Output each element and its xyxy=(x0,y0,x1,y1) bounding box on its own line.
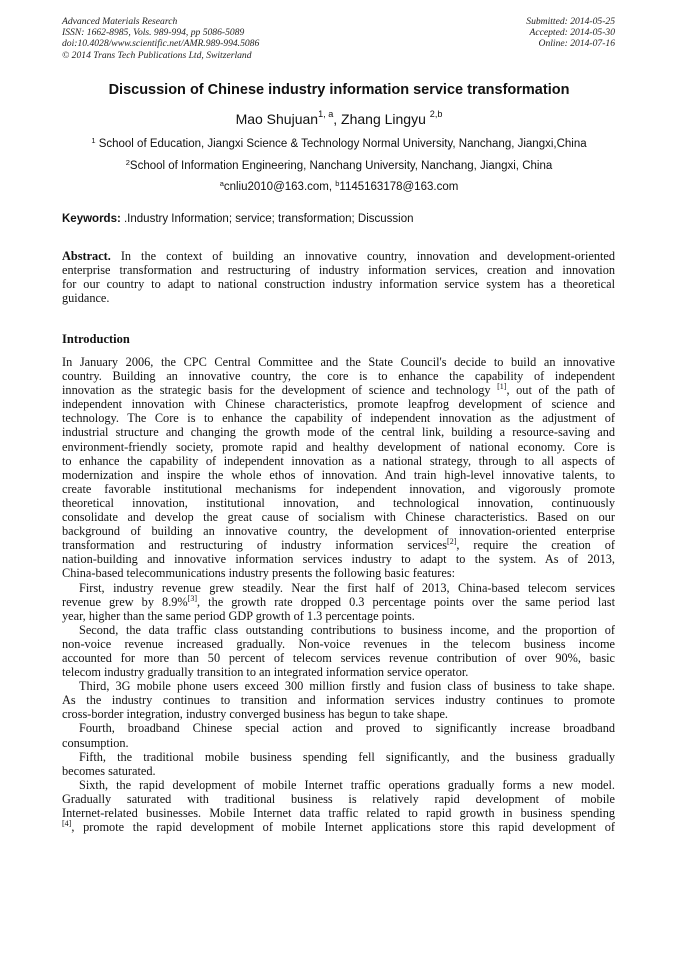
body-line: In January 2006, the CPC Central Committee and the State Council's decide to build an innovative xyxy=(62,355,615,369)
body-line: background of building an innovative country, the development of innovation-oriented enterprise xyxy=(62,524,615,539)
body-line: Gradually saturated with traditional business is relatively rapid development of mobile xyxy=(62,791,615,806)
keywords-text: .Industry Information; service; transformation; Discussion xyxy=(120,213,414,225)
author-line xyxy=(0,111,678,127)
body-line: Fourth, broadband Chinese special action and proved to significantly increase broadband xyxy=(79,721,615,736)
author-separator: , xyxy=(333,111,342,127)
author-2: Zhang Lingyu xyxy=(341,111,430,127)
body-line: technology. The Core is to enhance the capability of independent innovation as the adjustment of xyxy=(62,411,615,426)
body-line: nation-building and innovative information services industry to adapt to the system. As of 2013, xyxy=(62,552,615,567)
doi-line: doi:10.4028/www.scientific.net/AMR.989-994.5086 xyxy=(62,38,260,50)
body-line: [4], promote the rapid development of mobile Internet applications store this rapid development of xyxy=(62,819,615,835)
online-date: Online: 2014-07-16 xyxy=(538,38,615,50)
journal-name: Advanced Materials Research xyxy=(62,16,178,27)
introduction-body xyxy=(62,355,615,834)
body-line: non-voice revenue increased gradually. Non-voice revenues in the telecom business income xyxy=(62,636,615,651)
author-1-affil: 1, a xyxy=(318,109,334,119)
abstract-line: guidance. xyxy=(62,291,110,306)
body-line: independent innovation with Chinese characteristics, promote leapfrog development of science and xyxy=(62,397,615,412)
affiliation-2 xyxy=(0,160,678,172)
body-line: Third, 3G mobile phone users exceed 300 million firstly and fusion class of business to take shape. xyxy=(79,679,615,694)
body-line: innovation as the strategic basis for the development of science and technology [1], out of the path of xyxy=(62,382,615,398)
body-line: Internet-related businesses. Mobile Internet data traffic related to rapid growth in business spending xyxy=(62,806,615,820)
body-line: telecom industry gradually transition to an integrated information service operator. xyxy=(62,665,469,680)
citation-2: [2] xyxy=(447,537,457,547)
email-b: 1145163178@163.com xyxy=(339,181,459,193)
body-line: theoretical innovation, institutional innovation, and technological innovation, continuously xyxy=(62,495,615,510)
body-line: year, higher than the same period GDP growth of 1.3 percentage points. xyxy=(62,608,415,623)
keywords-label: Keywords: xyxy=(62,213,121,225)
body-line: Sixth, the rapid development of mobile Internet traffic operations gradually forms a new model. xyxy=(79,777,615,792)
body-line: First, industry revenue grew steadily. Near the first half of 2013, China-based telecom services xyxy=(79,580,615,595)
body-line: accounted for more than 50 percent of telecom services revenue contribution of over 90%, basic xyxy=(62,650,615,665)
submitted-date: Submitted: 2014-05-25 xyxy=(526,16,615,27)
affiliation-1 xyxy=(0,138,678,150)
body-line: consolidate and develop the great cause of socialism with Chinese characteristics. Based on our xyxy=(62,510,615,525)
body-line: revenue grew by 8.9%[3], the growth rate dropped 0.3 percentage points over the same period last xyxy=(62,593,615,609)
header-left xyxy=(62,16,259,61)
citation-1: [1] xyxy=(497,382,507,392)
body-line: cross-border integration, industry converged business has begun to take shape. xyxy=(62,707,449,722)
copyright-line: © 2014 Trans Tech Publications Ltd, Switzerland xyxy=(62,49,252,61)
abstract xyxy=(62,249,615,305)
accepted-date: Accepted: 2014-05-30 xyxy=(529,27,615,39)
keywords xyxy=(62,213,414,225)
body-line: consumption. xyxy=(62,735,129,750)
email-line xyxy=(0,181,678,193)
body-line: Fifth, the traditional mobile business spending fell significantly, and the business gradually xyxy=(79,749,615,764)
paper-title: Discussion of Chinese industry information service transformation xyxy=(108,82,570,98)
body-line: transformation and restructuring of industry information services[2], require the creation of xyxy=(62,537,616,553)
email-a: cnliu2010@163.com, xyxy=(223,181,336,193)
body-line: As the industry continues to transition and information services industry continues to promote xyxy=(62,693,615,708)
body-line: to enhance the capability of independent innovation as a national strategy, through to all aspects of xyxy=(62,453,615,468)
issn-line: ISSN: 1662-8985, Vols. 989-994, pp 5086-5089 xyxy=(62,27,245,39)
body-line: country. Building an innovative country, the core is to enhance the capability of independent xyxy=(62,369,615,384)
citation-4: [4] xyxy=(62,819,72,829)
body-line: China-based telecommunications industry presents the following basic features: xyxy=(62,566,456,581)
author-1: Mao Shujuan xyxy=(235,111,319,127)
email-a-mark: a xyxy=(219,179,224,188)
abstract-label: Abstract. xyxy=(62,249,111,263)
body-line: becomes saturated. xyxy=(62,763,156,778)
body-line: environment-friendly society, promote rapid and healthy development of national economy. Core is xyxy=(62,439,615,454)
author-2-affil: 2,b xyxy=(429,109,443,119)
affiliation-1-text: School of Education, Jiangxi Science & Technology Normal University, Nanchang, Jiangxi,China xyxy=(95,138,587,150)
abstract-line: for our country to adapt to national construction industry information service system has a theoretical xyxy=(62,277,615,292)
section-heading-introduction: Introduction xyxy=(62,332,130,346)
affiliation-2-text: School of Information Engineering, Nanchang University, Nanchang, Jiangxi, China xyxy=(129,160,553,172)
body-line: Second, the data traffic class outstanding contributions to business income, and the proportion of xyxy=(79,622,615,637)
affiliation-1-mark: 1 xyxy=(91,136,96,145)
abstract-line: enterprise transformation and restructuring of industry information services, creation and innovation xyxy=(62,263,615,278)
affiliation-2-mark: 2 xyxy=(125,158,130,167)
body-line: create favorable institutional mechanisms for independent innovation, and vigorously promote xyxy=(62,481,615,496)
body-line: industrial structure and changing the growth mode of the central link, building a resource-saving and xyxy=(62,425,615,440)
body-line: modernization and inspire the whole ethos of innovation. And train high-level innovative talents, to xyxy=(62,467,615,482)
citation-3: [3] xyxy=(187,593,197,603)
header-right xyxy=(526,16,615,50)
abstract-line: Abstract. In the context of building an innovative country, innovation and development-oriented xyxy=(62,249,615,263)
email-b-mark: b xyxy=(335,179,340,188)
